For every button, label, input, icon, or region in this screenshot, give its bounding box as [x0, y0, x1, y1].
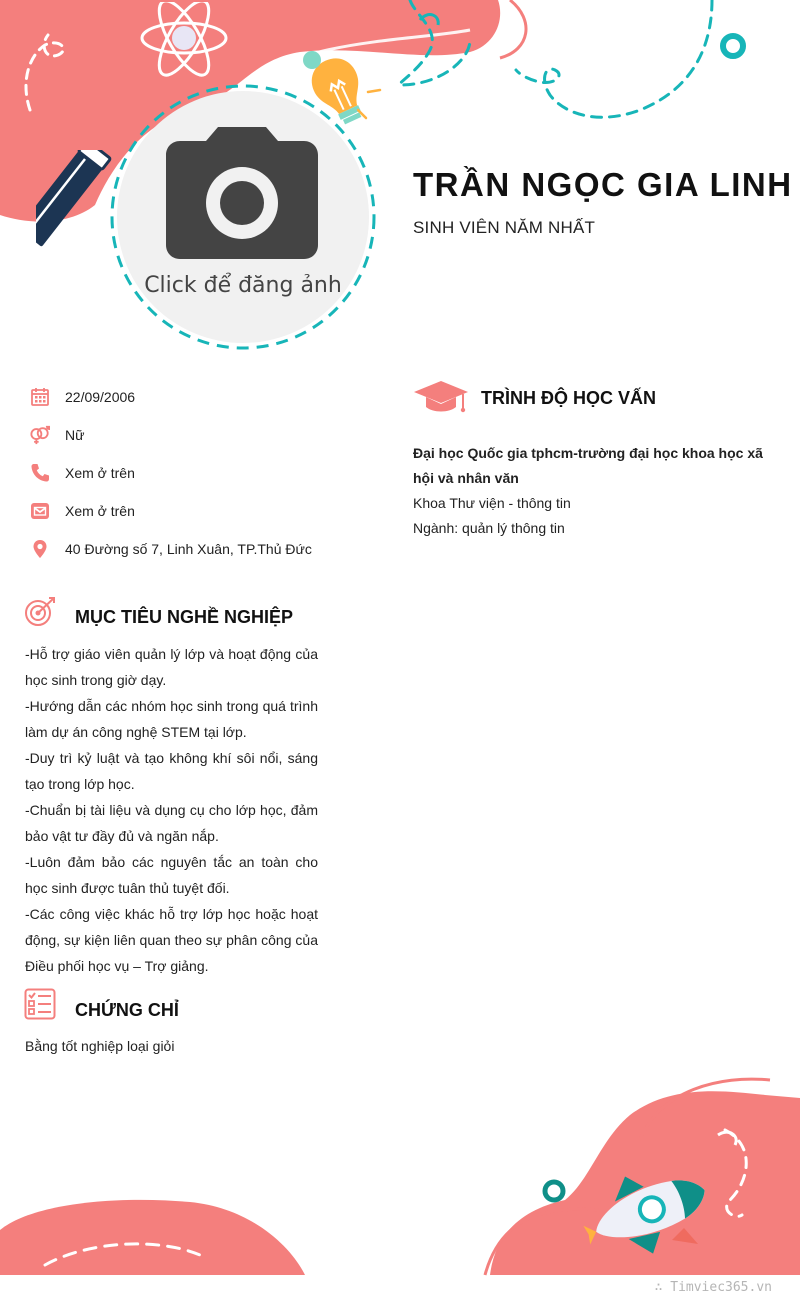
- education-faculty: Khoa Thư viện - thông tin: [413, 495, 571, 511]
- objective-line: -Hỗ trợ giáo viên quản lý lớp và hoạt động của học sinh trong giờ dạy.: [25, 646, 318, 688]
- objective-line: -Các công việc khác hỗ trợ lớp học hoặc hoạt động, sự kiện liên quan theo sự phân công của Điều phối học vụ – Trợ giảng.: [25, 906, 318, 974]
- bottom-left-decoration: [0, 1190, 320, 1280]
- atom-icon: [138, 2, 230, 82]
- education-title: TRÌNH ĐỘ HỌC VẤN: [481, 388, 656, 408]
- email-icon: [30, 501, 50, 521]
- education-school: Đại học Quốc gia tphcm-trường đại học khoa học xã hội và nhân văn: [413, 445, 763, 486]
- objective-line: -Duy trì kỷ luật và tạo không khí sôi nổi, sáng tạo trong lớp học.: [25, 750, 318, 792]
- phone-icon: [30, 463, 50, 483]
- info-gender: [30, 423, 84, 447]
- location-icon: [30, 539, 50, 559]
- objective-line: -Hướng dẫn các nhóm học sinh trong quá trình làm dự án công nghệ STEM tại lớp.: [25, 698, 318, 740]
- gender-text: Nữ: [65, 427, 85, 443]
- rocket-icon: [580, 1160, 720, 1260]
- email-text: Xem ở trên: [65, 503, 135, 519]
- education-major: Ngành: quản lý thông tin: [413, 520, 565, 536]
- graduation-cap-icon: [413, 379, 469, 415]
- objective-line: -Luôn đảm bảo các nguyên tắc an toàn cho học sinh được tuân thủ tuyệt đối.: [25, 854, 318, 896]
- gender-icon: [30, 425, 50, 445]
- teal-ring: [723, 36, 743, 56]
- candidate-name: TRẦN NGỌC GIA LINH: [413, 166, 793, 203]
- info-email: [30, 499, 135, 523]
- certificates-title: CHỨNG CHỈ: [75, 1000, 179, 1020]
- objective-title: MỤC TIÊU NGHỀ NGHIỆP: [75, 607, 294, 627]
- info-phone: [30, 461, 135, 485]
- info-birthday: [30, 385, 135, 409]
- watermark: ∴ Timviec365.vn: [654, 1280, 772, 1295]
- phone-text: Xem ở trên: [65, 465, 135, 481]
- camera-icon: [166, 127, 318, 259]
- avatar-upload-button[interactable]: [117, 91, 369, 343]
- objective-body: [25, 641, 318, 979]
- target-icon: [24, 596, 58, 628]
- candidate-role: SINH VIÊN NĂM NHẤT: [413, 218, 596, 237]
- calendar-icon: [30, 387, 50, 407]
- avatar-label: Click để đăng ảnh: [144, 273, 342, 298]
- avatar-container: [108, 82, 378, 352]
- birthday-text: 22/09/2006: [65, 389, 136, 405]
- info-address: [30, 537, 312, 561]
- address-text: 40 Đường số 7, Linh Xuân, TP.Thủ Đức: [65, 541, 312, 557]
- certificate-item: Bằng tốt nghiệp loại giỏi: [25, 1038, 175, 1054]
- education-details: [413, 441, 773, 541]
- checklist-icon: [24, 988, 56, 1020]
- objective-line: -Chuẩn bị tài liệu và dụng cụ cho lớp học, đảm bảo vật tư đầy đủ và ngăn nắp.: [25, 802, 318, 844]
